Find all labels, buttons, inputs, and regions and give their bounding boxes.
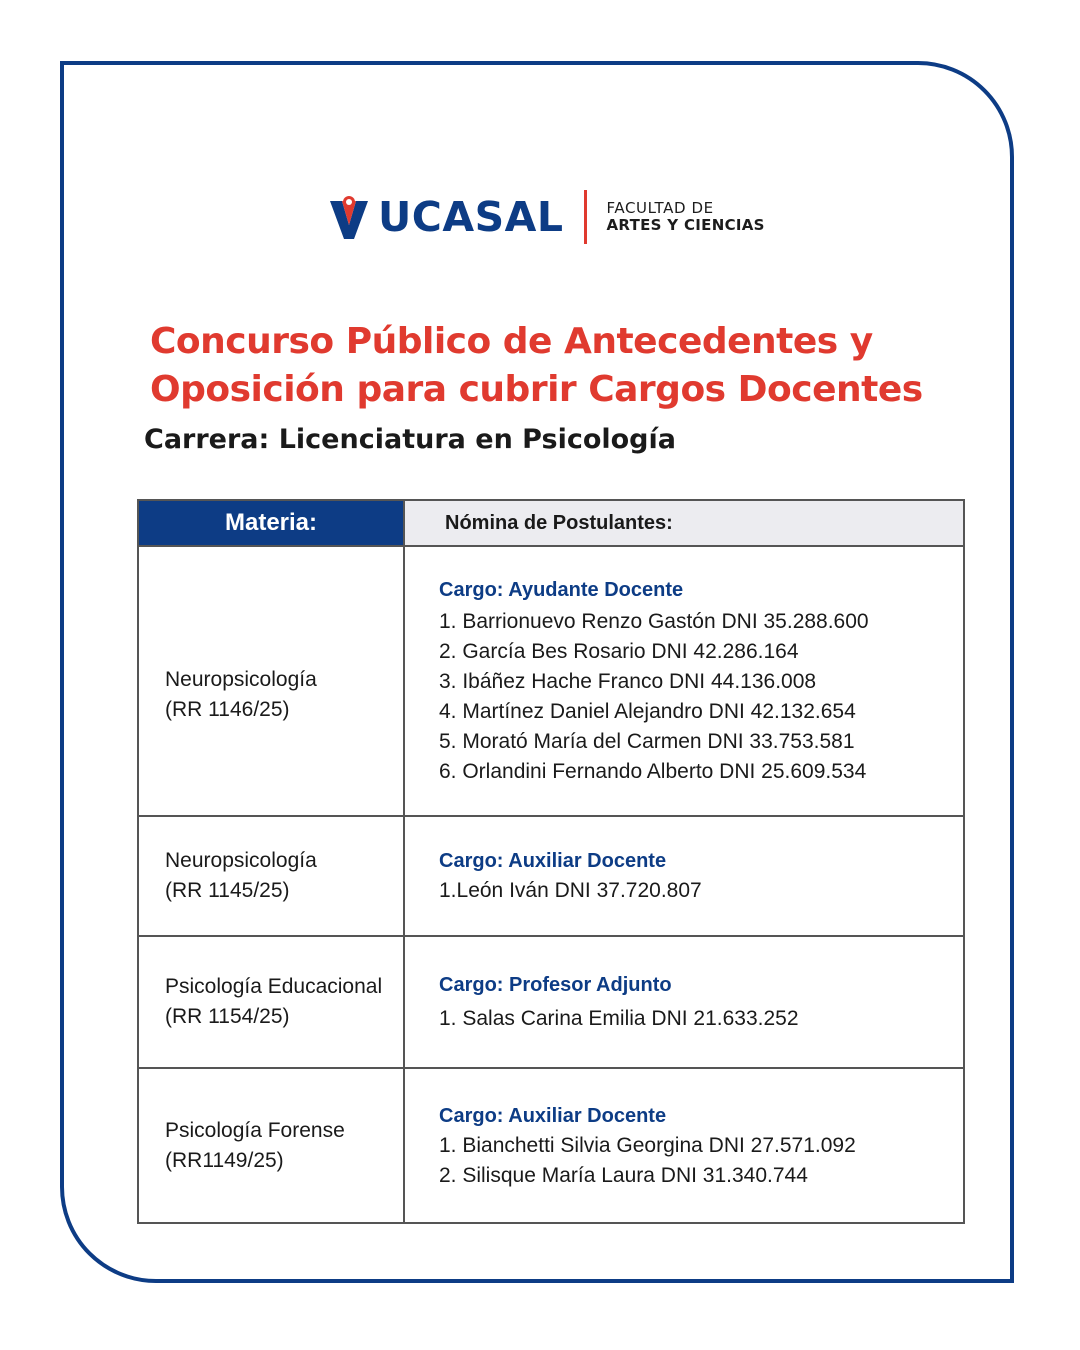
subject-cell <box>138 546 404 816</box>
logo-divider <box>584 190 587 244</box>
faculty-bottom-text: ARTES Y CIENCIAS <box>606 216 765 234</box>
postulantes-cell <box>404 816 964 936</box>
postulantes-cell <box>404 546 964 816</box>
list-item: 3. Ibáñez Hache Franco DNI 44.136.008 <box>439 670 817 693</box>
career-subtitle: Carrera: Licenciatura en Psicología <box>144 424 676 455</box>
list-item: 4. Martínez Daniel Alejandro DNI 42.132.654 <box>439 700 856 723</box>
postulantes-list <box>439 1131 963 1191</box>
brand-name: UCASAL <box>378 192 564 241</box>
subject-name: Psicología Forense <box>165 1118 345 1142</box>
list-item: 6. Orlandini Fernando Alberto DNI 25.609.534 <box>439 760 867 783</box>
list-item: 1. Salas Carina Emilia DNI 21.633.252 <box>439 1007 799 1030</box>
table-row <box>138 1068 964 1223</box>
page-title <box>150 318 950 414</box>
postulantes-cell <box>404 936 964 1068</box>
subject-name: Neuropsicología <box>165 849 317 872</box>
list-item: 5. Morató María del Carmen DNI 33.753.581 <box>439 730 855 753</box>
subject-name: Neuropsicología <box>165 668 317 691</box>
table-row <box>138 936 964 1068</box>
list-item: 2. Silisque María Laura DNI 31.340.744 <box>439 1163 808 1187</box>
postulantes-list <box>439 876 963 906</box>
header-materia: Materia: <box>138 500 404 546</box>
faculty-top-text: FACULTAD DE <box>606 198 714 217</box>
postulantes-cell <box>404 1068 964 1223</box>
subject-name: Psicología Educacional <box>165 975 383 998</box>
subject-resolution: (RR1149/25) <box>165 1148 284 1172</box>
subject-cell <box>138 1068 404 1223</box>
ucasal-logo-icon <box>330 195 368 239</box>
subject-resolution: (RR 1145/25) <box>165 879 290 902</box>
postulantes-table <box>137 499 965 1224</box>
cargo-label: Cargo: Auxiliar Docente <box>439 850 667 872</box>
faculty-label <box>607 200 765 235</box>
postulantes-list <box>439 607 963 787</box>
list-item: 1. Barrionuevo Renzo Gastón DNI 35.288.600 <box>439 610 869 633</box>
header-nomina: Nómina de Postulantes: <box>404 500 964 546</box>
cargo-label: Cargo: Auxiliar Docente <box>439 1104 667 1127</box>
title-line-2: Oposición para cubrir Cargos Docentes <box>150 369 923 410</box>
list-item: 1. Bianchetti Silvia Georgina DNI 27.571.092 <box>439 1133 856 1157</box>
subject-cell <box>138 816 404 936</box>
table-header-row <box>138 500 964 546</box>
postulantes-list <box>439 1004 963 1034</box>
subject-resolution: (RR 1146/25) <box>165 698 290 721</box>
header-logo <box>330 188 765 246</box>
subject-resolution: (RR 1154/25) <box>165 1005 290 1028</box>
list-item: 2. García Bes Rosario DNI 42.286.164 <box>439 640 799 663</box>
table-row <box>138 816 964 936</box>
subject-cell <box>138 936 404 1068</box>
cargo-label: Cargo: Ayudante Docente <box>439 579 684 601</box>
cargo-label: Cargo: Profesor Adjunto <box>439 974 672 996</box>
list-item: 1.León Iván DNI 37.720.807 <box>439 879 702 902</box>
table-row <box>138 546 964 816</box>
title-line-1: Concurso Público de Antecedentes y <box>150 321 873 362</box>
